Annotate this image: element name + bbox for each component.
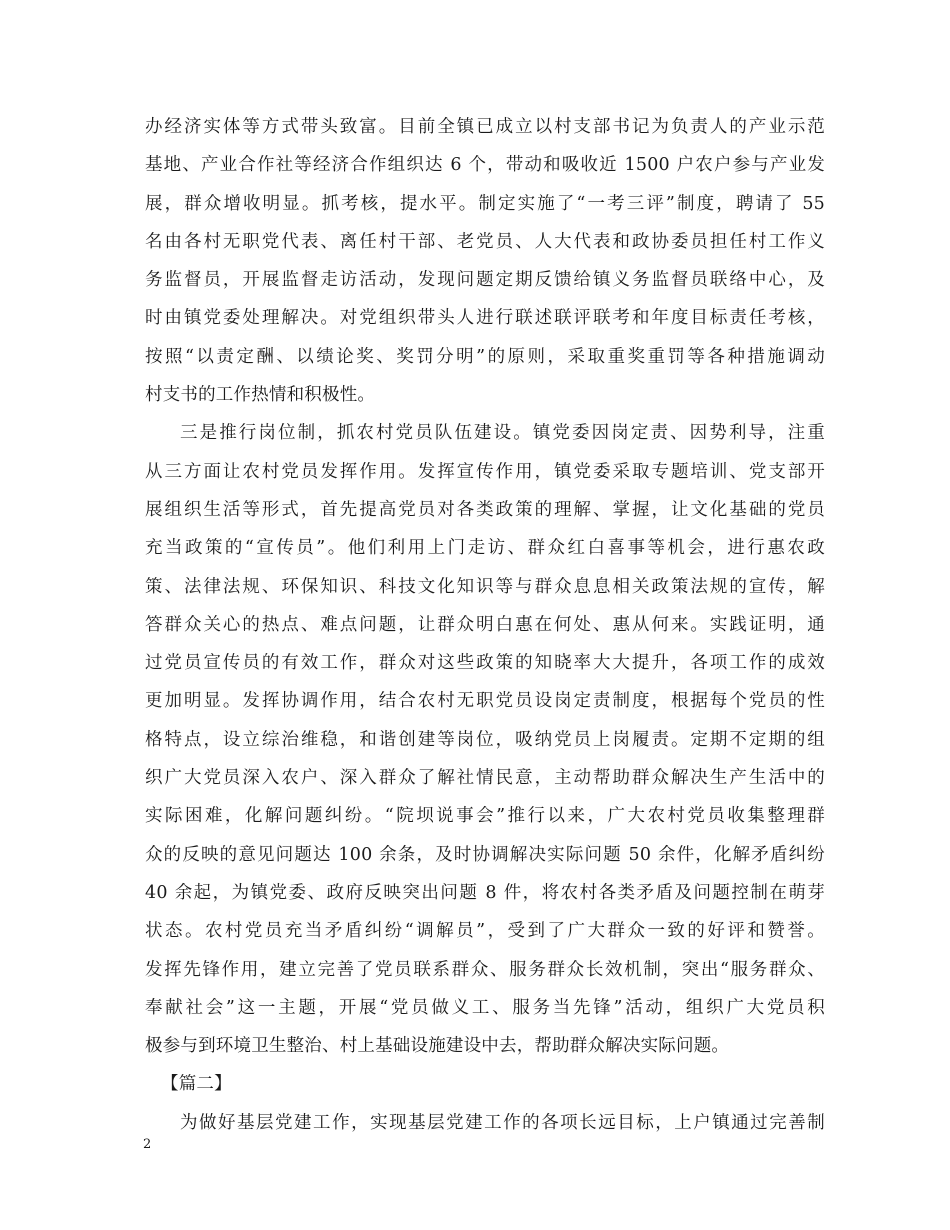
paragraph-line: 办经济实体等方式带头致富。目前全镇已成立以村支部书记为负责人的产业示范 <box>145 117 825 137</box>
paragraph-line: 为做好基层党建工作，实现基层党建工作的各项长远目标，上户镇通过完善制 <box>180 1112 825 1133</box>
paragraph-line: 从三方面让农村党员发挥作用。发挥宣传作用，镇党委采取专题培训、党支部开 <box>145 461 825 482</box>
paragraph-line: 织广大党员深入农户、深入群众了解社情民意，主动帮助群众解决生产生活中的 <box>145 768 825 789</box>
paragraph-line: 按照“以责定酬、以绩论奖、奖罚分明”的原则，采取重奖重罚等各种措施调动 <box>145 346 825 367</box>
paragraph-line: 展组织生活等形式，首先提高党员对各类政策的理解、掌握，让文化基础的党员 <box>145 499 825 520</box>
paragraph-line: 40 余起，为镇党委、政府反映突出问题 8 件，将农村各类矛盾及问题控制在萌芽 <box>145 882 825 903</box>
paragraph-line: 实际困难，化解问题纠纷。“院坝说事会”推行以来，广大农村党员收集整理群 <box>145 806 825 827</box>
paragraph-line: 格特点，设立综治维稳，和谐创建等岗位，吸纳党员上岗履责。定期不定期的组 <box>145 729 825 750</box>
paragraph-line: 更加明显。发挥协调作用，结合农村无职党员设岗定责制度，根据每个党员的性 <box>145 691 825 712</box>
paragraph-line: 策、法律法规、环保知识、科技文化知识等与群众息息相关政策法规的宣传，解 <box>145 576 825 597</box>
paragraph-line: 答群众关心的热点、难点问题，让群众明白惠在何处、惠从何来。实践证明，通 <box>145 614 825 635</box>
paragraph-line: 状态。农村党员充当矛盾纠纷“调解员”，受到了广大群众一致的好评和赞誉。 <box>145 921 825 942</box>
paragraph-line: 基地、产业合作社等经济合作组织达 6 个，带动和吸收近 1500 户农户参与产业发 <box>145 155 825 176</box>
paragraph-line: 村支书的工作热情和积极性。 <box>145 385 376 406</box>
body-text <box>145 108 825 1142</box>
paragraph-line: 极参与到环境卫生整治、村上基础设施建设中去，帮助群众解决实际问题。 <box>145 1036 730 1057</box>
paragraph-line: 充当政策的“宣传员”。他们利用上门走访、群众红白喜事等机会，进行惠农政 <box>145 538 825 559</box>
paragraph-line: 过党员宣传员的有效工作，群众对这些政策的知晓率大大提升，各项工作的成效 <box>145 653 825 674</box>
paragraph-line: 名由各村无职党代表、离任村干部、老党员、人大代表和政协委员担任村工作义 <box>145 231 825 252</box>
paragraph-line: 时由镇党委处理解决。对党组织带头人进行联述联评联考和年度目标责任考核， <box>145 308 825 329</box>
page-number: 2 <box>143 1137 152 1152</box>
paragraph-line: 众的反映的意见问题达 100 余条，及时协调解决实际问题 50 余件，化解矛盾纠纷 <box>145 844 825 865</box>
section-heading: 【篇二】 <box>161 1074 232 1095</box>
paragraph-line: 发挥先锋作用，建立完善了党员联系群众、服务群众长效机制，突出“服务群众、 <box>145 959 825 980</box>
paragraph-line: 务监督员，开展监督走访活动，发现问题定期反馈给镇义务监督员联络中心，及 <box>145 270 825 291</box>
paragraph-line: 奉献社会”这一主题，开展“党员做义工、服务当先锋”活动，组织广大党员积 <box>145 997 825 1018</box>
paragraph-line: 展，群众增收明显。抓考核，提水平。制定实施了“一考三评”制度，聘请了 55 <box>145 193 825 214</box>
paragraph-line: 三是推行岗位制，抓农村党员队伍建设。镇党委因岗定责、因势利导，注重 <box>180 423 825 444</box>
